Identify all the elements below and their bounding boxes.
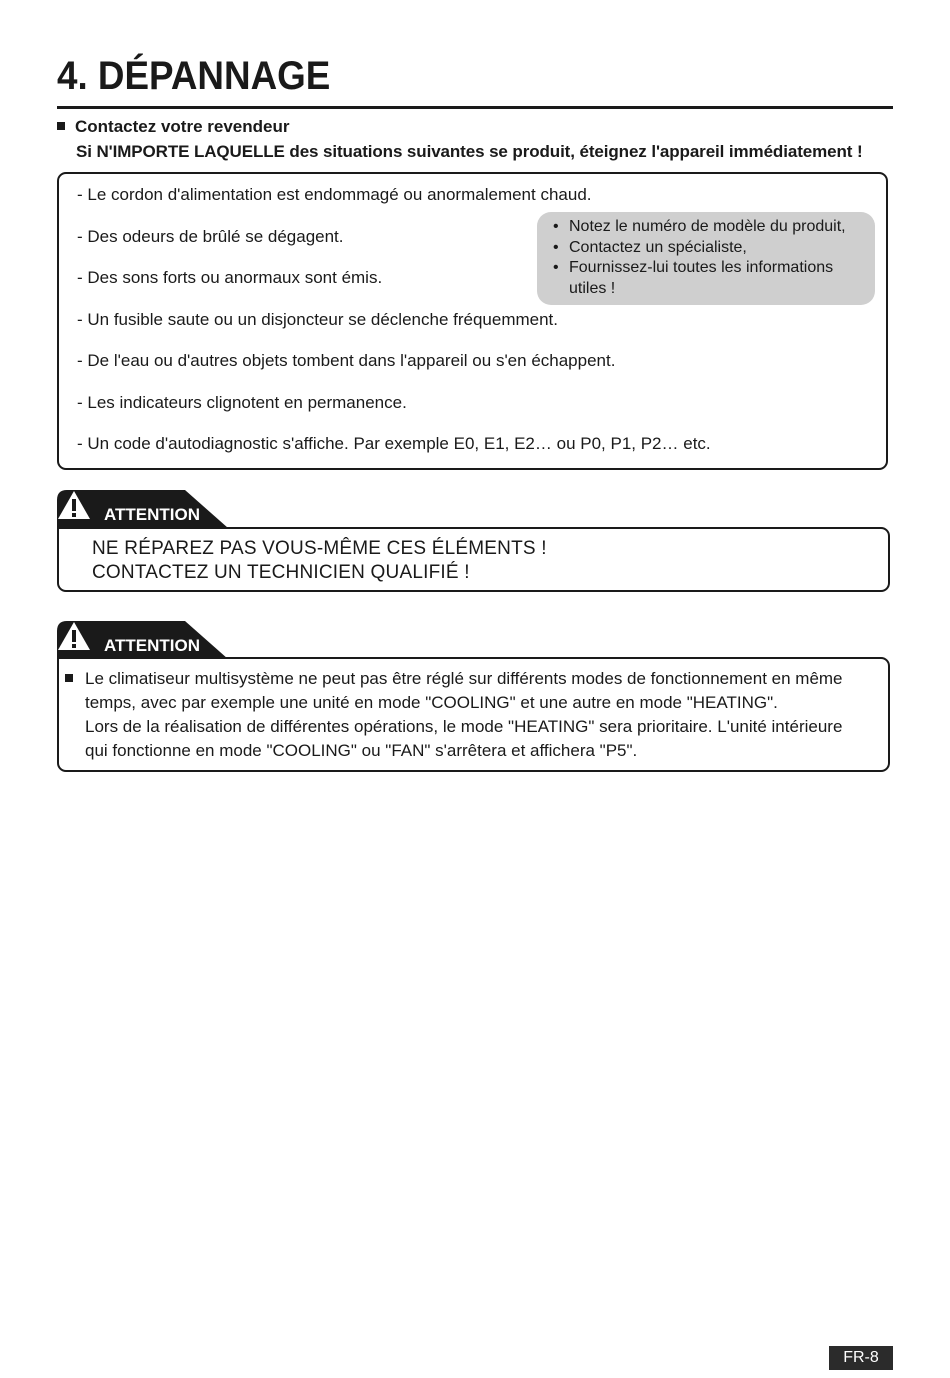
situation-item: - Un code d'autodiagnostic s'affiche. Par exemple E0, E1, E2… ou P0, P1, P2… etc. bbox=[77, 434, 711, 453]
note-text: Fournissez-lui toutes les informations bbox=[569, 259, 834, 276]
situation-item: - Des sons forts ou anormaux sont émis. bbox=[77, 268, 383, 287]
note-text: Contactez un spécialiste, bbox=[569, 238, 747, 256]
attention-tab bbox=[57, 490, 229, 527]
contact-subheading: Si N'IMPORTE LAQUELLE des situations suivantes se produit, éteignez l'appareil immédiatement ! bbox=[76, 142, 863, 161]
warning-triangle-icon bbox=[57, 621, 91, 651]
contact-section-heading bbox=[57, 114, 897, 164]
attention-line: Le climatiseur multisystème ne peut pas être réglé sur différents modes de fonctionnement en même bbox=[85, 669, 843, 688]
page-title: 4. DÉPANNAGE bbox=[57, 54, 331, 98]
bullet-dot: • bbox=[553, 218, 559, 235]
attention-box-repair bbox=[57, 527, 890, 592]
square-bullet-icon bbox=[57, 122, 65, 130]
page-number: FR-8 bbox=[829, 1346, 893, 1370]
attention-line: Lors de la réalisation de différentes opérations, le mode "HEATING" sera prioritaire. L'unité intérieure bbox=[85, 717, 843, 736]
situation-item: - Des odeurs de brûlé se dégagent. bbox=[77, 227, 344, 246]
note-text: utiles ! bbox=[569, 279, 616, 297]
attention-line: temps, avec par exemple une unité en mode "COOLING" et une autre en mode "HEATING". bbox=[85, 693, 778, 712]
situation-item: - Les indicateurs clignotent en permanence. bbox=[77, 393, 407, 412]
title-divider bbox=[57, 106, 893, 109]
attention-box-multisystem bbox=[57, 657, 890, 772]
attention-line: qui fonctionne en mode "COOLING" ou "FAN" s'arrêtera et affichera "P5". bbox=[85, 741, 638, 760]
contact-heading: Contactez votre revendeur bbox=[75, 117, 290, 136]
note-item bbox=[553, 238, 865, 259]
bullet-dot: • bbox=[553, 238, 559, 256]
situations-box bbox=[57, 172, 888, 470]
situation-item: - Un fusible saute ou un disjoncteur se déclenche fréquemment. bbox=[77, 310, 558, 329]
warning-triangle-icon bbox=[57, 490, 91, 520]
note-item bbox=[553, 258, 865, 279]
square-bullet-icon bbox=[65, 674, 73, 682]
attention-line: CONTACTEZ UN TECHNICIEN QUALIFIÉ ! bbox=[92, 562, 470, 583]
attention-paragraph bbox=[65, 667, 885, 763]
note-item bbox=[553, 217, 865, 238]
situation-item: - De l'eau ou d'autres objets tombent dans l'appareil ou s'en échappent. bbox=[77, 351, 616, 370]
action-note bbox=[537, 212, 875, 305]
bullet-dot: • bbox=[553, 259, 559, 276]
note-text: Notez le numéro de modèle du produit, bbox=[569, 218, 846, 235]
attention-label: ATTENTION bbox=[104, 505, 201, 524]
situation-item: - Le cordon d'alimentation est endommagé ou anormalement chaud. bbox=[77, 185, 592, 204]
attention-message bbox=[92, 537, 547, 585]
attention-tab bbox=[57, 621, 229, 658]
attention-label: ATTENTION bbox=[104, 636, 201, 655]
note-item-continued bbox=[553, 279, 865, 300]
attention-line: NE RÉPAREZ PAS VOUS-MÊME CES ÉLÉMENTS ! bbox=[92, 538, 547, 559]
